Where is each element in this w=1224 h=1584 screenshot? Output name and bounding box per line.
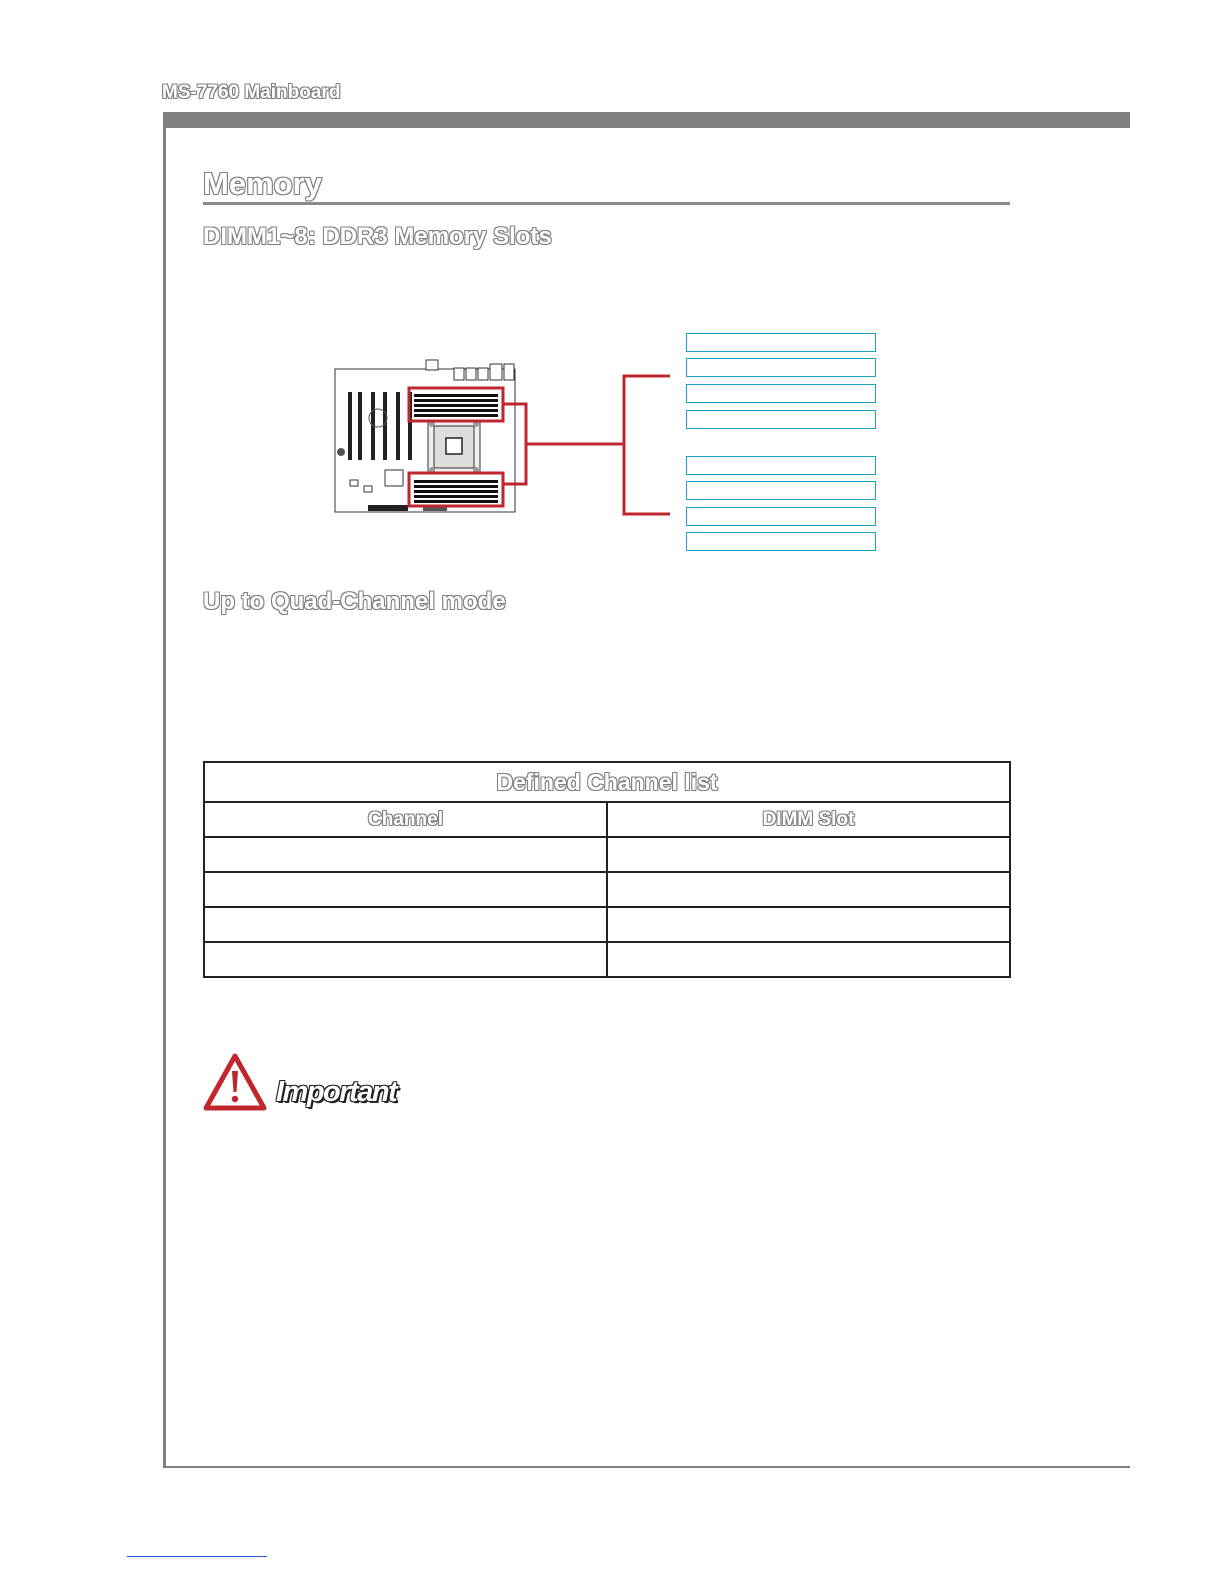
- important-label: Important: [276, 1076, 397, 1108]
- dimm-label-box: [686, 358, 876, 377]
- table-cell: [204, 872, 607, 907]
- table-cell: [607, 907, 1010, 942]
- channel-table: [203, 761, 1011, 978]
- footer-link-underline: [127, 1556, 267, 1557]
- header-bar: [163, 112, 1130, 128]
- quad-channel-heading: Up to Quad-Channel mode: [203, 588, 506, 615]
- table-cell: [204, 907, 607, 942]
- warning-icon: [202, 1052, 268, 1112]
- table-cell: [607, 872, 1010, 907]
- dimm-slots-heading: DIMM1~8: DDR3 Memory Slots: [203, 223, 552, 250]
- dimm-label-box: [686, 532, 876, 551]
- dimm-label-box: [686, 507, 876, 526]
- dimm-label-box: [686, 481, 876, 500]
- page-header-title: MS-7760 Mainboard: [162, 82, 341, 103]
- mainboard-diagram: [320, 340, 700, 540]
- table-caption: Defined Channel list: [204, 762, 1010, 802]
- section-title: Memory: [203, 166, 322, 201]
- table-cell: [204, 837, 607, 872]
- dimm-label-box: [686, 384, 876, 403]
- table-cell: [607, 837, 1010, 872]
- dimm-label-box: [686, 410, 876, 429]
- column-header-channel: Channel: [204, 802, 607, 837]
- footer-rule: [163, 1466, 1130, 1468]
- dimm-label-box: [686, 333, 876, 352]
- table-cell: [204, 942, 607, 977]
- dimm-label-box: [686, 456, 876, 475]
- table-cell: [607, 942, 1010, 977]
- left-margin-rule: [163, 112, 166, 1468]
- column-header-dimm-slot: DIMM Slot: [607, 802, 1010, 837]
- section-divider: [203, 202, 1010, 205]
